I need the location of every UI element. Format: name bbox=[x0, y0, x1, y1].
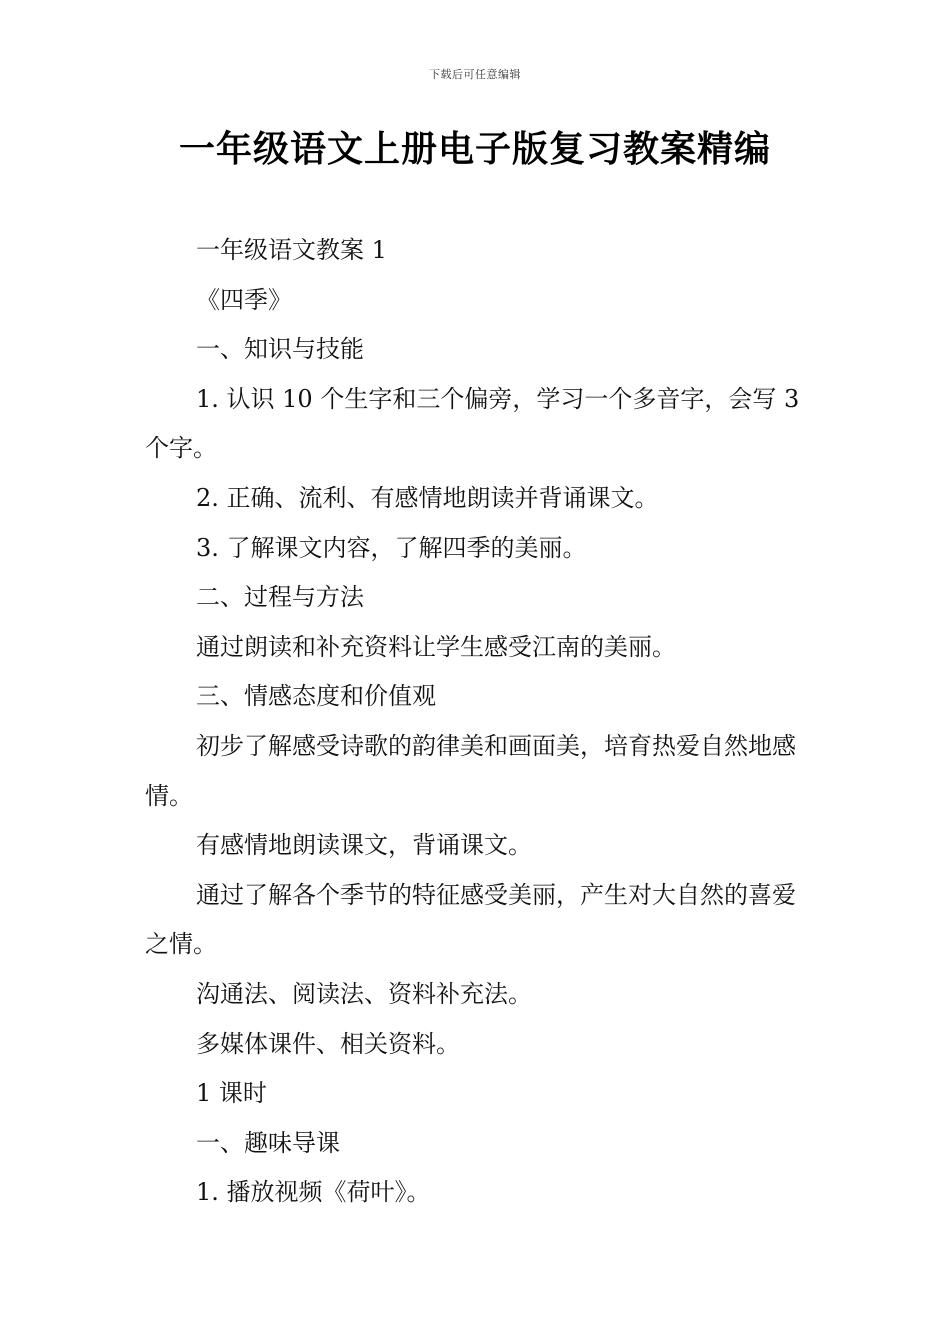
document-body bbox=[145, 226, 810, 1218]
section-heading: 一、知识与技能 bbox=[196, 335, 364, 364]
section-heading: 三、情感态度和价值观 bbox=[196, 682, 436, 711]
paragraph: 《四季》 bbox=[196, 285, 292, 314]
paragraph: 沟通法、阅读法、资料补充法。 bbox=[196, 979, 532, 1008]
section-heading: 二、过程与方法 bbox=[196, 583, 364, 612]
paragraph: 有感情地朗读课文，背诵课文。 bbox=[196, 831, 532, 860]
paragraph: 1. 认识 10 个生字和三个偏旁，学习一个多音字，会写 3 个字。 bbox=[145, 384, 800, 463]
paragraph: 多媒体课件、相关资料。 bbox=[196, 1029, 460, 1058]
paragraph: 1 课时 bbox=[196, 1079, 267, 1108]
page-header-note: 下载后可任意编辑 bbox=[429, 68, 521, 81]
paragraph: 初步了解感受诗歌的韵律美和画面美，培育热爱自然地感情。 bbox=[145, 731, 796, 810]
paragraph: 2. 正确、流利、有感情地朗读并背诵课文。 bbox=[196, 483, 659, 512]
section-heading: 一、趣味导课 bbox=[196, 1128, 340, 1157]
paragraph: 通过朗读和补充资料让学生感受江南的美丽。 bbox=[196, 632, 676, 661]
document-title: 一年级语文上册电子版复习教案精编 bbox=[178, 129, 771, 170]
paragraph: 一年级语文教案 1 bbox=[196, 236, 387, 264]
paragraph: 通过了解各个季节的特征感受美丽，产生对大自然的喜爱之情。 bbox=[145, 880, 796, 959]
paragraph: 1. 播放视频《荷叶》。 bbox=[196, 1178, 431, 1207]
paragraph: 3. 了解课文内容，了解四季的美丽。 bbox=[196, 533, 587, 562]
